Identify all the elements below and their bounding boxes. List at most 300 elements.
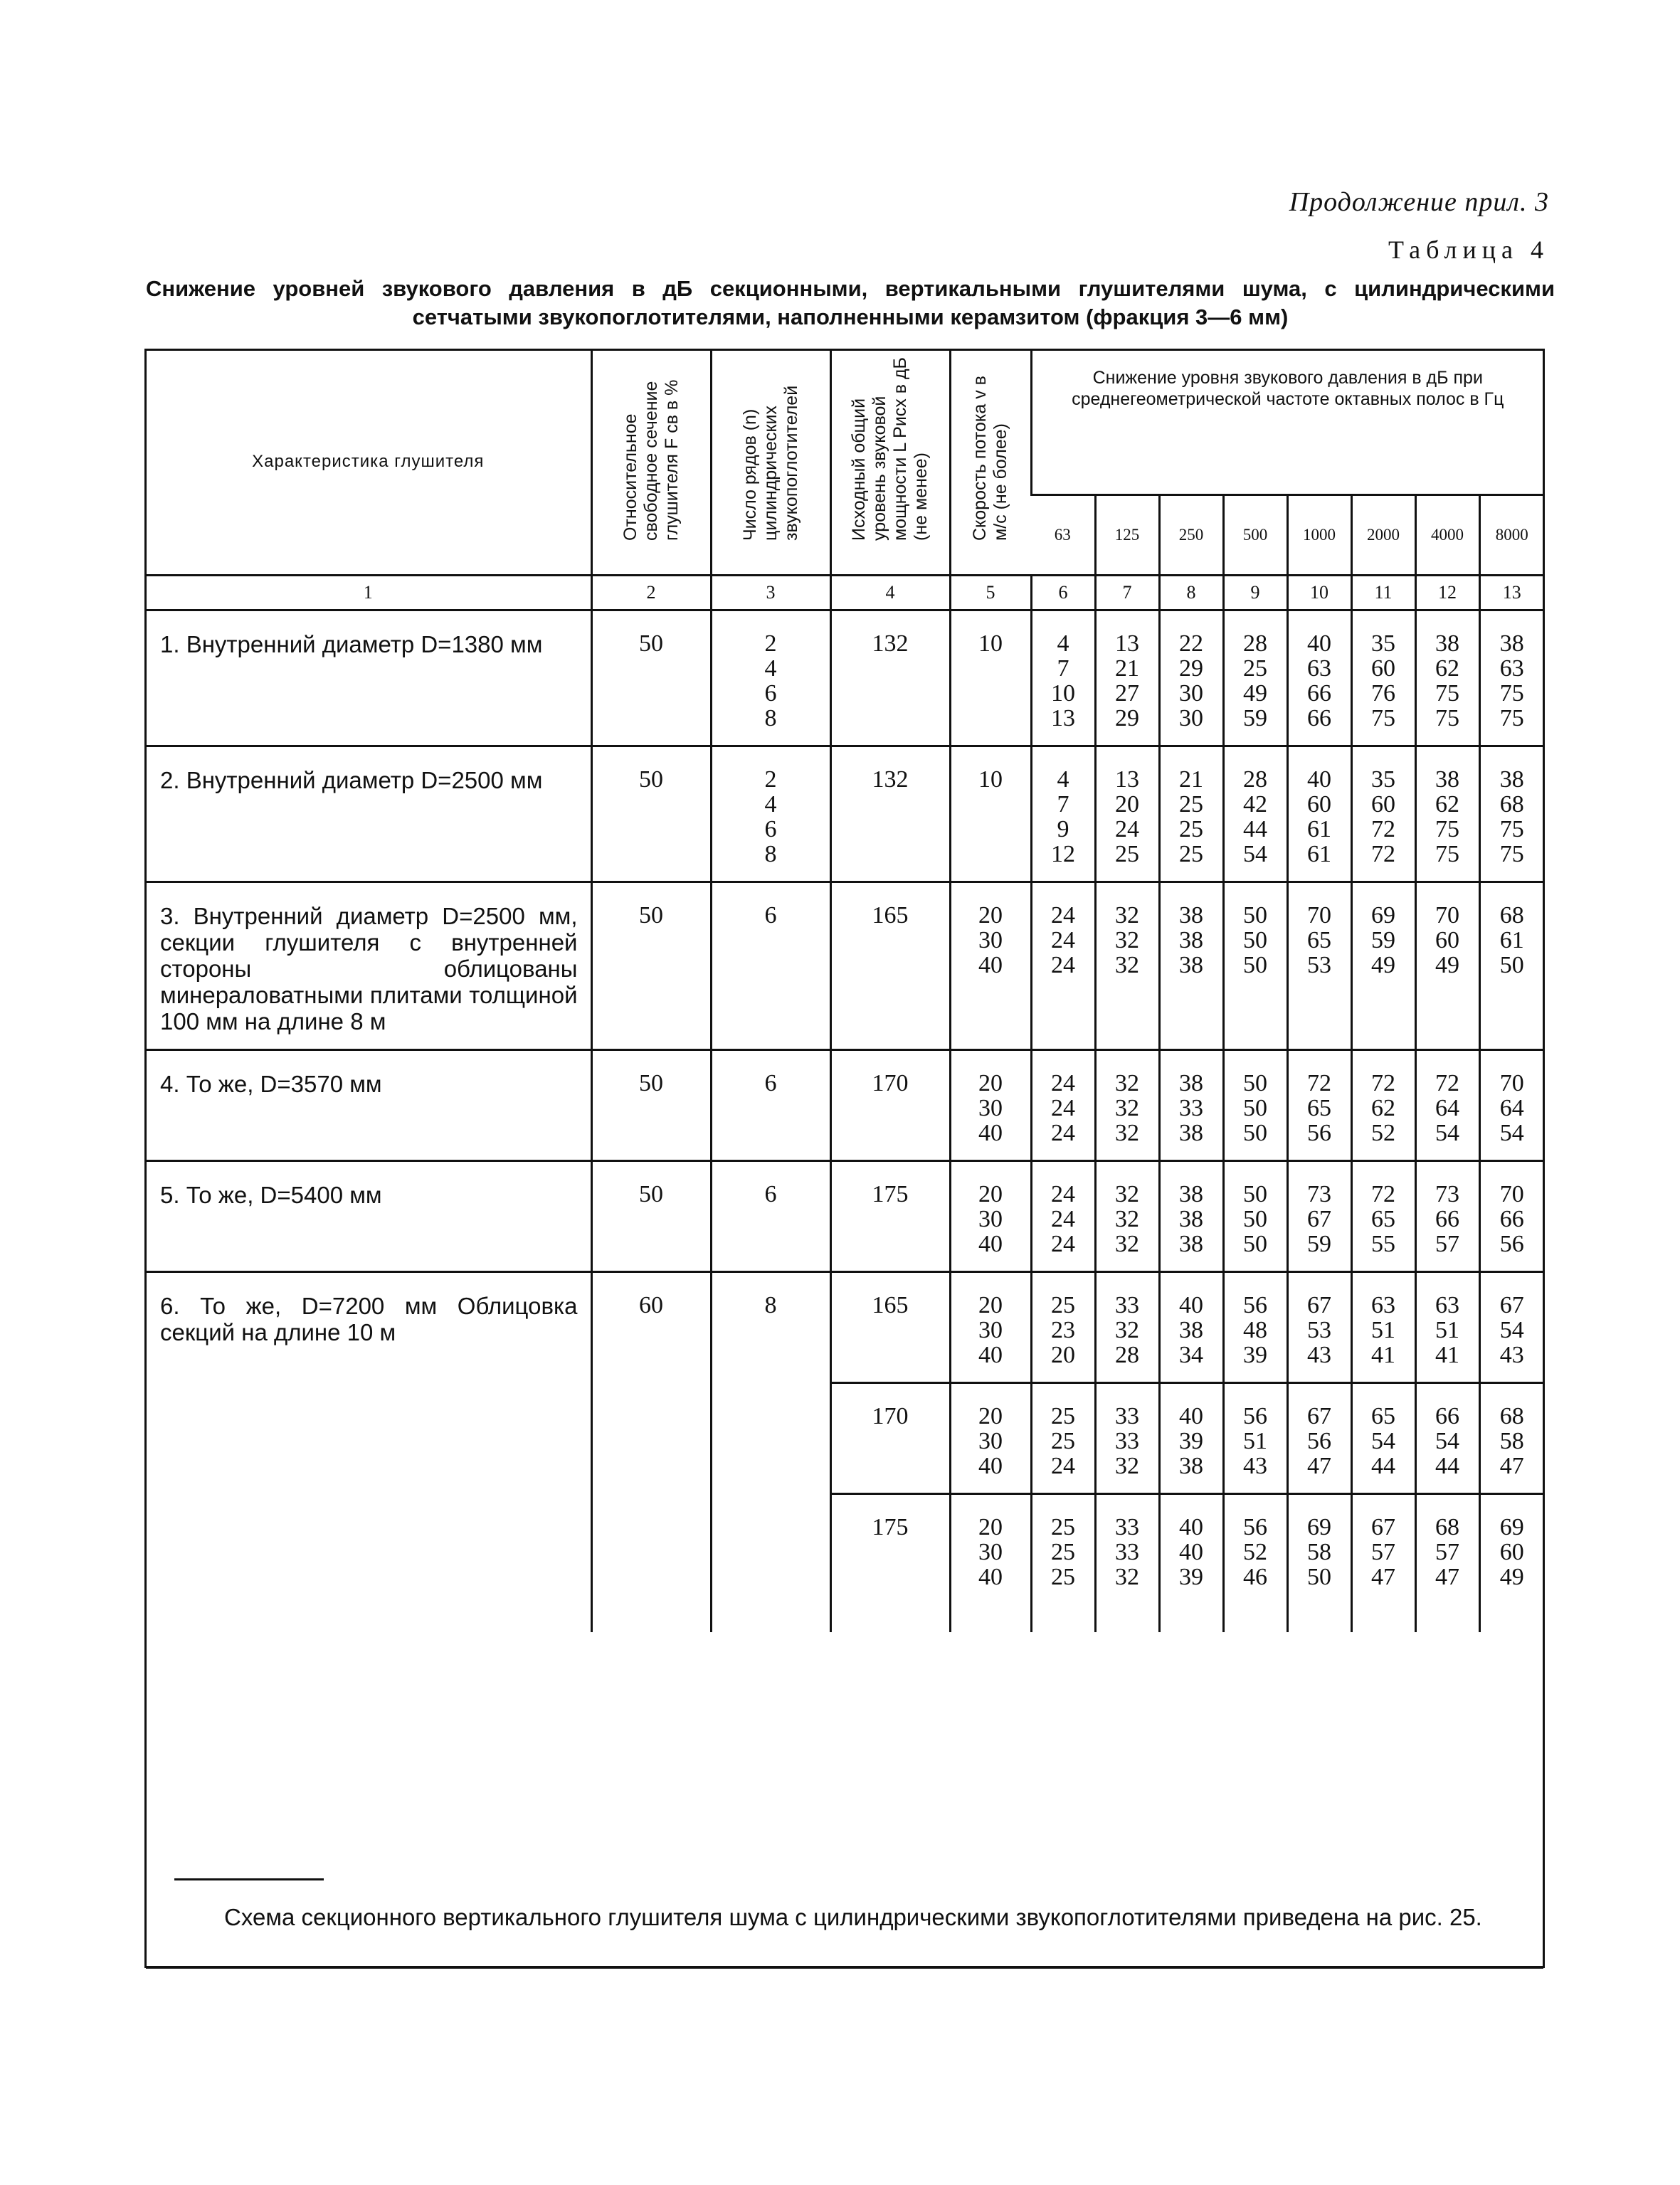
separator-cell (1095, 1589, 1159, 1632)
separator-cell (146, 1367, 591, 1383)
table-top-rule (146, 349, 1543, 351)
flow-velocity (950, 1272, 1031, 1368)
reduction-1000hz (1287, 882, 1351, 1035)
reduction-125hz-value: 32 32 32 (1115, 1181, 1139, 1257)
separator-cell (146, 1035, 591, 1050)
row-separator (146, 1035, 1543, 1050)
reduction-4000hz-value: 63 51 41 (1435, 1292, 1459, 1368)
separator-cell (1287, 731, 1351, 746)
separator-cell (711, 731, 830, 746)
reduction-4000hz-value: 73 66 57 (1435, 1181, 1459, 1257)
reduction-8000hz (1479, 1050, 1543, 1146)
absorber-rows-value: 6 (764, 902, 777, 929)
empty-cell (591, 1383, 711, 1479)
reduction-8000hz (1479, 1383, 1543, 1479)
reduction-1000hz (1287, 1272, 1351, 1368)
row-separator (146, 1256, 1543, 1272)
separator-cell (711, 1589, 830, 1632)
table-row (146, 610, 1543, 731)
reduction-125hz-value: 13 20 24 25 (1115, 766, 1139, 867)
table-subrow (146, 1494, 1543, 1590)
free-section-percent (591, 882, 711, 1035)
power-level-value: 132 (872, 766, 909, 793)
reduction-2000hz (1351, 1494, 1415, 1590)
column-number: 11 (1351, 576, 1415, 610)
power-level (830, 1383, 950, 1479)
reduction-1000hz (1287, 1161, 1351, 1257)
separator-cell (1031, 1146, 1095, 1161)
separator-cell (1095, 1478, 1159, 1494)
reduction-8000hz-value: 67 54 43 (1499, 1292, 1524, 1368)
column-number: 9 (1223, 576, 1287, 610)
footnote (146, 1878, 1543, 1930)
reduction-63hz-value: 24 24 24 (1051, 1070, 1075, 1146)
separator-cell (950, 1589, 1031, 1632)
reduction-125hz (1095, 1383, 1159, 1479)
separator-cell (146, 1589, 591, 1632)
separator-cell (1223, 1367, 1287, 1383)
reduction-8000hz-value: 70 66 56 (1499, 1181, 1524, 1257)
flow-velocity-value: 10 (978, 630, 1003, 657)
table-row (146, 1050, 1543, 1146)
power-level (830, 1161, 950, 1257)
separator-cell (1095, 1367, 1159, 1383)
separator-cell (711, 1367, 830, 1383)
absorber-rows (711, 1272, 830, 1368)
column-number: 7 (1095, 576, 1159, 610)
reduction-63hz (1031, 1383, 1095, 1479)
reduction-4000hz-value: 38 62 75 75 (1435, 630, 1459, 731)
reduction-1000hz-value: 67 53 43 (1307, 1292, 1331, 1368)
separator-cell (591, 1367, 711, 1383)
separator-cell (1159, 731, 1223, 746)
reduction-63hz-value: 4 7 10 13 (1051, 630, 1075, 731)
separator-cell (1415, 731, 1479, 746)
free-section-percent (591, 1050, 711, 1146)
separator-cell (950, 1478, 1031, 1494)
header-reduction-group: Снижение уровня звукового давления в дБ при среднегеометрической частоте октавных полос в Гц (1031, 349, 1543, 495)
reduction-2000hz (1351, 610, 1415, 731)
reduction-125hz (1095, 1161, 1159, 1257)
separator-cell (146, 731, 591, 746)
power-level-value: 170 (872, 1403, 909, 1429)
noise-reduction-table (146, 349, 1543, 1632)
reduction-8000hz (1479, 746, 1543, 867)
flow-velocity (950, 882, 1031, 1035)
silencer-characteristic-value: 5. То же, D=5400 мм (160, 1182, 382, 1208)
reduction-250hz (1159, 746, 1223, 867)
reduction-250hz-value: 22 29 30 30 (1179, 630, 1203, 731)
reduction-500hz-value: 56 52 46 (1243, 1514, 1267, 1590)
reduction-250hz-value: 40 40 39 (1179, 1514, 1203, 1590)
separator-cell (1159, 1256, 1223, 1272)
absorber-rows-value: 8 (764, 1292, 777, 1318)
separator-cell (1159, 1146, 1223, 1161)
separator-cell (146, 1256, 591, 1272)
reduction-4000hz (1415, 610, 1479, 731)
column-number: 10 (1287, 576, 1351, 610)
separator-cell (1351, 1478, 1415, 1494)
separator-cell (830, 1478, 950, 1494)
separator-cell (1415, 1478, 1479, 1494)
reduction-500hz-value: 50 50 50 (1243, 902, 1267, 978)
reduction-250hz-value: 38 38 38 (1179, 1181, 1203, 1257)
free-section-percent (591, 746, 711, 867)
free-section-percent (591, 1272, 711, 1368)
silencer-characteristic-value: 4. То же, D=3570 мм (160, 1071, 382, 1097)
reduction-1000hz-value: 40 60 61 61 (1307, 766, 1331, 867)
reduction-8000hz (1479, 1494, 1543, 1590)
flow-velocity (950, 1383, 1031, 1479)
separator-cell (146, 867, 591, 882)
separator-cell (1479, 1256, 1543, 1272)
reduction-4000hz-value: 38 62 75 75 (1435, 766, 1459, 867)
reduction-1000hz-value: 72 65 56 (1307, 1070, 1331, 1146)
reduction-1000hz-value: 70 65 53 (1307, 902, 1331, 978)
table-title-line-1: Снижение уровней звукового давления в дБ секционными, вертикальными глушителями шума, с цилиндрическими (146, 276, 1555, 301)
power-level-value: 175 (872, 1514, 909, 1540)
flow-velocity-value: 20 30 40 (978, 902, 1003, 978)
silencer-characteristic-value: 1. Внутренний диаметр D=1380 мм (160, 631, 543, 657)
reduction-125hz (1095, 1050, 1159, 1146)
header-characteristic: Характеристика глушителя (146, 349, 591, 576)
separator-cell (1415, 1256, 1479, 1272)
reduction-125hz (1095, 610, 1159, 731)
separator-cell (950, 1035, 1031, 1050)
separator-cell (1223, 1146, 1287, 1161)
reduction-1000hz-value: 73 67 59 (1307, 1181, 1331, 1257)
separator-cell (1095, 1256, 1159, 1272)
empty-cell (146, 1494, 591, 1590)
power-level-value: 132 (872, 630, 909, 657)
reduction-250hz-value: 38 38 38 (1179, 902, 1203, 978)
reduction-250hz (1159, 1272, 1223, 1368)
footnote-text: Схема секционного вертикального глушителя шума с цилиндрическими звукопоглотителями приведена на рис. 25. (224, 1904, 1482, 1930)
header-rows-count-text: Число рядов (n) цилиндрических звукопоглотителей (739, 385, 801, 541)
flow-velocity-value: 20 30 40 (978, 1070, 1003, 1146)
reduction-125hz-value: 33 33 32 (1115, 1403, 1139, 1479)
table-row (146, 746, 1543, 867)
header-freq-250: 250 (1159, 495, 1223, 576)
reduction-500hz (1223, 610, 1287, 731)
free-section-percent-value: 60 (639, 1292, 663, 1318)
reduction-1000hz (1287, 1383, 1351, 1479)
free-section-percent (591, 610, 711, 731)
separator-cell (1159, 867, 1223, 882)
reduction-8000hz (1479, 1272, 1543, 1368)
separator-cell (591, 1478, 711, 1494)
reduction-63hz (1031, 1050, 1095, 1146)
separator-cell (1479, 1589, 1543, 1632)
reduction-250hz (1159, 1383, 1223, 1479)
column-number: 13 (1479, 576, 1543, 610)
column-number: 1 (146, 576, 591, 610)
power-level (830, 746, 950, 867)
reduction-8000hz-value: 68 58 47 (1499, 1403, 1524, 1479)
reduction-2000hz-value: 35 60 76 75 (1371, 630, 1395, 731)
footnote-rule (174, 1878, 324, 1880)
separator-cell (591, 1589, 711, 1632)
reduction-2000hz-value: 65 54 44 (1371, 1403, 1395, 1479)
separator-cell (711, 1035, 830, 1050)
separator-cell (1031, 731, 1095, 746)
separator-cell (1287, 1256, 1351, 1272)
absorber-rows-value: 2 4 6 8 (764, 766, 777, 867)
reduction-500hz (1223, 746, 1287, 867)
flow-velocity-value: 20 30 40 (978, 1181, 1003, 1257)
reduction-2000hz (1351, 1383, 1415, 1479)
separator-cell (146, 1478, 591, 1494)
reduction-8000hz-value: 69 60 49 (1499, 1514, 1524, 1590)
silencer-characteristic (146, 1050, 591, 1146)
separator-cell (1095, 1146, 1159, 1161)
reduction-2000hz (1351, 746, 1415, 867)
separator-cell (1479, 1367, 1543, 1383)
column-number: 3 (711, 576, 830, 610)
separator-cell (1351, 1035, 1415, 1050)
reduction-125hz (1095, 882, 1159, 1035)
row-separator (146, 1367, 1543, 1383)
reduction-500hz-value: 28 42 44 54 (1243, 766, 1267, 867)
table-title (146, 275, 1555, 332)
reduction-500hz (1223, 1050, 1287, 1146)
absorber-rows (711, 610, 830, 731)
table-number: Таблица 4 (1388, 236, 1549, 264)
silencer-characteristic (146, 882, 591, 1035)
separator-cell (1095, 1035, 1159, 1050)
reduction-4000hz (1415, 1050, 1479, 1146)
reduction-2000hz (1351, 1161, 1415, 1257)
row-separator (146, 867, 1543, 882)
header-freq-2000: 2000 (1351, 495, 1415, 576)
reduction-2000hz-value: 63 51 41 (1371, 1292, 1395, 1368)
separator-cell (1223, 731, 1287, 746)
separator-cell (1159, 1589, 1223, 1632)
separator-cell (1479, 1035, 1543, 1050)
separator-cell (1479, 1146, 1543, 1161)
free-section-percent-value: 50 (639, 630, 663, 657)
absorber-rows (711, 1050, 830, 1146)
separator-cell (1415, 867, 1479, 882)
flow-velocity (950, 1161, 1031, 1257)
reduction-4000hz (1415, 1494, 1479, 1590)
reduction-63hz-value: 25 23 20 (1051, 1292, 1075, 1368)
reduction-4000hz-value: 72 64 54 (1435, 1070, 1459, 1146)
separator-cell (1287, 1478, 1351, 1494)
silencer-characteristic-value: 6. То же, D=7200 мм Облицовка секций на длине 10 м (160, 1293, 578, 1345)
free-section-percent-value: 50 (639, 902, 663, 929)
reduction-500hz-value: 28 25 49 59 (1243, 630, 1267, 731)
separator-cell (1287, 1035, 1351, 1050)
free-section-percent (591, 1161, 711, 1257)
silencer-characteristic (146, 610, 591, 731)
reduction-1000hz (1287, 1494, 1351, 1590)
absorber-rows (711, 882, 830, 1035)
reduction-1000hz-value: 69 58 50 (1307, 1514, 1331, 1590)
reduction-63hz (1031, 610, 1095, 731)
separator-cell (1415, 1589, 1479, 1632)
power-level-value: 165 (872, 1292, 909, 1318)
reduction-2000hz-value: 67 57 47 (1371, 1514, 1395, 1590)
flow-velocity-value: 20 30 40 (978, 1403, 1003, 1479)
power-level (830, 1050, 950, 1146)
reduction-500hz (1223, 1383, 1287, 1479)
reduction-125hz-value: 33 32 28 (1115, 1292, 1139, 1368)
header-freq-500: 500 (1223, 495, 1287, 576)
silencer-characteristic (146, 746, 591, 867)
separator-cell (591, 731, 711, 746)
reduction-4000hz (1415, 1383, 1479, 1479)
reduction-4000hz-value: 66 54 44 (1435, 1403, 1459, 1479)
separator-cell (1415, 1035, 1479, 1050)
separator-cell (1415, 1367, 1479, 1383)
reduction-63hz (1031, 746, 1095, 867)
absorber-rows-value: 2 4 6 8 (764, 630, 777, 731)
reduction-500hz-value: 50 50 50 (1243, 1181, 1267, 1257)
reduction-250hz (1159, 882, 1223, 1035)
reduction-250hz-value: 40 39 38 (1179, 1403, 1203, 1479)
separator-cell (1223, 1478, 1287, 1494)
table-row (146, 1161, 1543, 1257)
reduction-8000hz-value: 38 63 75 75 (1499, 630, 1524, 731)
flow-velocity (950, 1050, 1031, 1146)
separator-cell (1351, 1256, 1415, 1272)
separator-cell (711, 867, 830, 882)
header-freq-63: 63 (1031, 495, 1095, 576)
reduction-500hz-value: 56 51 43 (1243, 1403, 1267, 1479)
separator-cell (830, 1367, 950, 1383)
reduction-125hz-value: 13 21 27 29 (1115, 630, 1139, 731)
reduction-8000hz-value: 68 61 50 (1499, 902, 1524, 978)
header-velocity (950, 349, 1031, 576)
reduction-63hz (1031, 1272, 1095, 1368)
row-separator (146, 1589, 1543, 1632)
separator-cell (1095, 731, 1159, 746)
table-row (146, 1272, 1543, 1368)
separator-cell (1287, 1367, 1351, 1383)
reduction-1000hz (1287, 746, 1351, 867)
reduction-63hz (1031, 882, 1095, 1035)
flow-velocity (950, 746, 1031, 867)
silencer-characteristic-value: 3. Внутренний диаметр D=2500 мм, секции глушителя с внутренней стороны облицованы минераловатными плитами толщиной 100 мм на длине 8 м (160, 903, 578, 1035)
power-level-value: 165 (872, 902, 909, 929)
table-title-line-2: сетчатыми звукопоглотителями, наполненными керамзитом (фракция 3—6 мм) (412, 305, 1289, 329)
column-number: 5 (950, 576, 1031, 610)
separator-cell (830, 1256, 950, 1272)
reduction-2000hz-value: 72 62 52 (1371, 1070, 1395, 1146)
header-freq-8000: 8000 (1479, 495, 1543, 576)
header-free-section-text: Относительное свободное сечение глушителя F св в % (620, 379, 682, 541)
reduction-500hz-value: 50 50 50 (1243, 1070, 1267, 1146)
separator-cell (950, 1146, 1031, 1161)
reduction-4000hz (1415, 1161, 1479, 1257)
reduction-500hz (1223, 1272, 1287, 1368)
separator-cell (1031, 867, 1095, 882)
separator-cell (591, 867, 711, 882)
reduction-250hz-value: 38 33 38 (1179, 1070, 1203, 1146)
column-number: 2 (591, 576, 711, 610)
header-freq-125: 125 (1095, 495, 1159, 576)
empty-cell (711, 1494, 830, 1590)
separator-cell (1031, 1478, 1095, 1494)
separator-cell (1287, 867, 1351, 882)
reduction-125hz (1095, 1494, 1159, 1590)
reduction-8000hz (1479, 1161, 1543, 1257)
header-freq-4000: 4000 (1415, 495, 1479, 576)
absorber-rows-value: 6 (764, 1181, 777, 1207)
header-velocity-text: Скорость потока v в м/с (не более) (970, 376, 1010, 541)
separator-cell (711, 1146, 830, 1161)
flow-velocity (950, 1494, 1031, 1590)
absorber-rows-value: 6 (764, 1070, 777, 1096)
reduction-1000hz-value: 67 56 47 (1307, 1403, 1331, 1479)
reduction-4000hz (1415, 746, 1479, 867)
separator-cell (1159, 1478, 1223, 1494)
reduction-250hz (1159, 1494, 1223, 1590)
separator-cell (950, 1256, 1031, 1272)
continuation-label: Продолжение прил. 3 (1289, 187, 1549, 217)
table-right-rule (1543, 349, 1545, 1968)
reduction-125hz (1095, 746, 1159, 867)
separator-cell (1223, 1256, 1287, 1272)
separator-cell (1223, 1035, 1287, 1050)
reduction-63hz-value: 4 7 9 12 (1051, 766, 1075, 867)
table-left-rule (144, 349, 147, 1968)
reduction-1000hz-value: 40 63 66 66 (1307, 630, 1331, 731)
reduction-2000hz-value: 35 60 72 72 (1371, 766, 1395, 867)
header-rows-count (711, 349, 830, 576)
reduction-250hz-value: 40 38 34 (1179, 1292, 1203, 1368)
reduction-2000hz (1351, 1272, 1415, 1368)
power-level (830, 1494, 950, 1590)
reduction-4000hz-value: 68 57 47 (1435, 1514, 1459, 1590)
reduction-1000hz (1287, 610, 1351, 731)
reduction-500hz (1223, 882, 1287, 1035)
reduction-63hz (1031, 1494, 1095, 1590)
reduction-4000hz-value: 70 60 49 (1435, 902, 1459, 978)
separator-cell (1159, 1035, 1223, 1050)
separator-cell (1479, 867, 1543, 882)
row-separator (146, 1146, 1543, 1161)
silencer-characteristic (146, 1161, 591, 1257)
reduction-250hz (1159, 1050, 1223, 1146)
reduction-500hz-value: 56 48 39 (1243, 1292, 1267, 1368)
free-section-percent-value: 50 (639, 1181, 663, 1207)
table-row (146, 882, 1543, 1035)
separator-cell (591, 1256, 711, 1272)
reduction-125hz-value: 33 33 32 (1115, 1514, 1139, 1590)
flow-velocity (950, 610, 1031, 731)
reduction-4000hz (1415, 882, 1479, 1035)
flow-velocity-value: 20 30 40 (978, 1514, 1003, 1590)
separator-cell (830, 1589, 950, 1632)
absorber-rows (711, 746, 830, 867)
reduction-8000hz (1479, 882, 1543, 1035)
reduction-2000hz (1351, 1050, 1415, 1146)
separator-cell (1479, 1478, 1543, 1494)
power-level-value: 175 (872, 1181, 909, 1207)
separator-cell (1031, 1256, 1095, 1272)
reduction-500hz (1223, 1161, 1287, 1257)
separator-cell (146, 1146, 591, 1161)
separator-cell (1287, 1589, 1351, 1632)
separator-cell (1287, 1146, 1351, 1161)
separator-cell (1031, 1035, 1095, 1050)
reduction-2000hz-value: 72 65 55 (1371, 1181, 1395, 1257)
header-freq-1000: 1000 (1287, 495, 1351, 576)
separator-cell (1351, 867, 1415, 882)
reduction-63hz-value: 24 24 24 (1051, 1181, 1075, 1257)
